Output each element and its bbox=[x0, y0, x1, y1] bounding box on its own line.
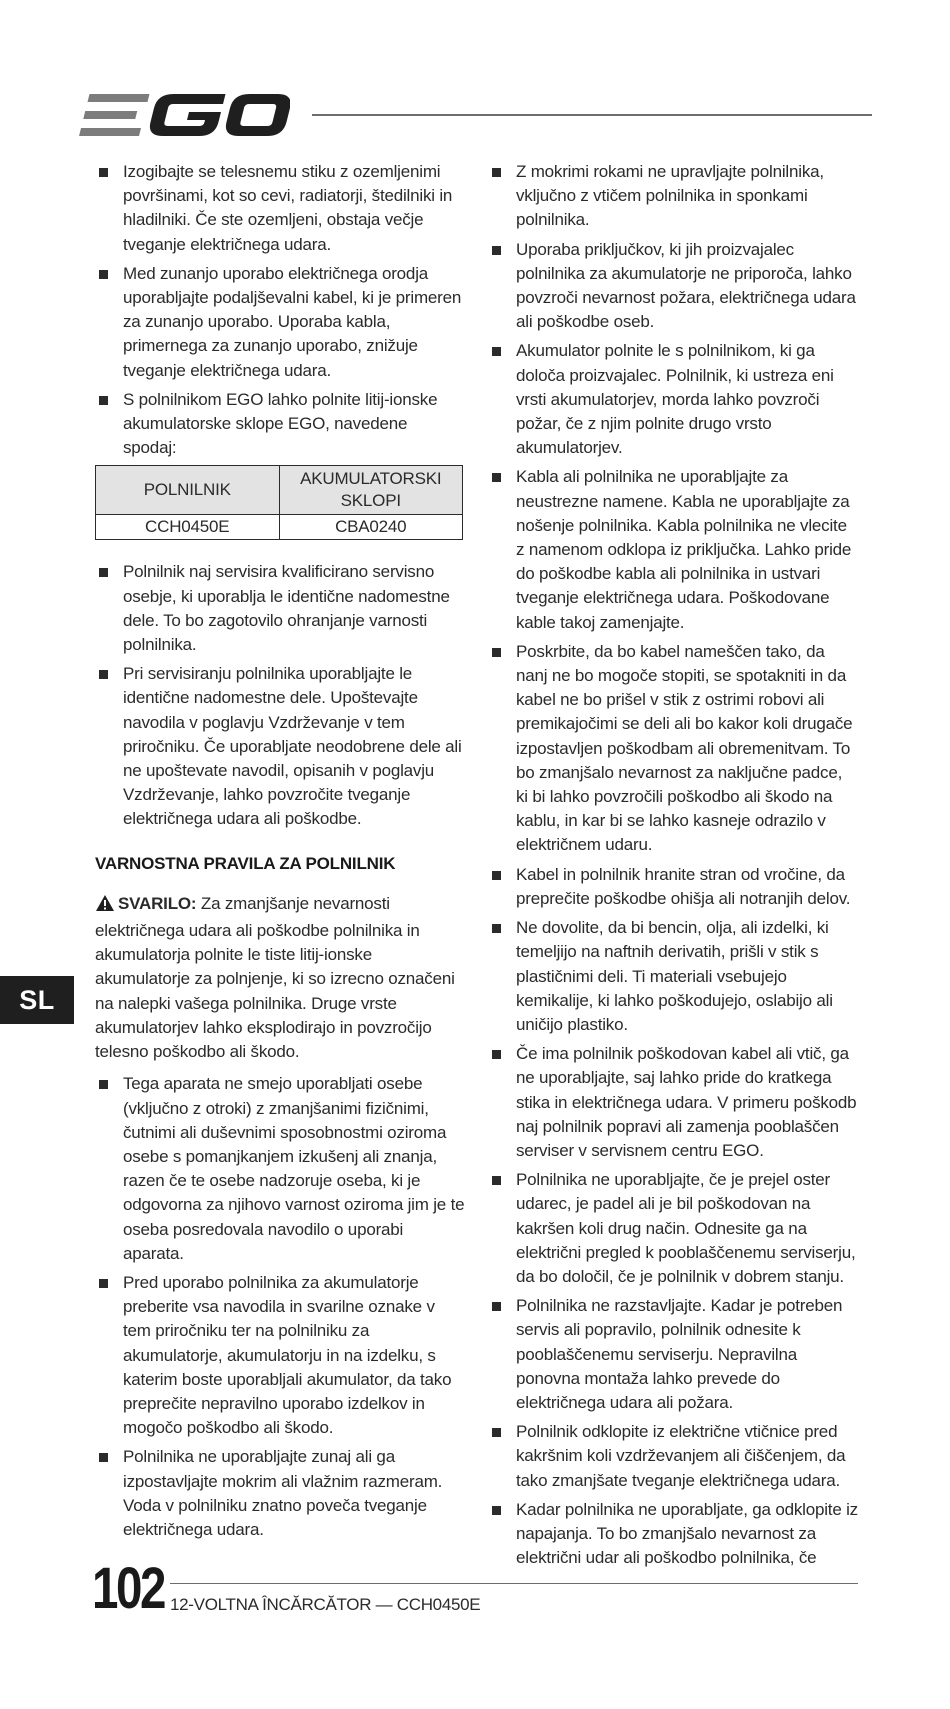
list-item: Poskrbite, da bo kabel nameščen tako, da nanj ne bo mogoče stopiti, se spotakniti in da kabel ne bo prišel v stik z ostrimi robovi ali premikajočimi se deli ali bo kakor koli drugače izpostavljen poškodbam ali obremenitvam. To bo zmanjšalo nevarnost za naključne padce, ki bi lahko povzročili poškodbo ali škodo na kablu, in kar bi se lahko kasneje odrazilo v električnem udaru. bbox=[488, 640, 858, 858]
right-bullets bbox=[488, 160, 858, 1570]
table-cell-charger: CCH0450E bbox=[96, 515, 280, 540]
table-header-charger: POLNILNIK bbox=[96, 466, 280, 515]
table-header-row bbox=[96, 466, 463, 515]
footer-rule bbox=[170, 1583, 858, 1584]
list-item: Polnilnik naj servisira kvalificirano servisno osebje, ki uporablja le identične nadomestne dele. To bo zagotovilo ohranjanje varnosti polnilnika. bbox=[95, 560, 465, 657]
list-item: Kabla ali polnilnika ne uporabljajte za neustrezne namene. Kabla ne uporabljajte za nošenje polnilnika. Kabla polnilnika ne vlecite z namenom odklopa iz priključka. Lahko pride do poškodbe kabla ali polnilnika in ustvari tveganje električnega udara. Poškodovane kable takoj zamenjajte. bbox=[488, 465, 858, 634]
list-item: Polnilnika ne uporabljajte zunaj ali ga izpostavljajte mokrim ali vlažnim razmeram. Voda v polnilniku znatno poveča tveganje električnega udara. bbox=[95, 1445, 465, 1542]
left-bullets-bottom bbox=[95, 1072, 465, 1542]
list-item: Pred uporabo polnilnika za akumulatorje preberite vsa navodila in svarilne oznake v tem priročniku ter na polnilniku za akumulatorje, akumulatorju in na izdelku, s katerim boste uporabljali akumulator, da tako preprečite nepravilno uporabo izdelkov in mogočo poškodbo ali škodo. bbox=[95, 1271, 465, 1440]
left-bullets-mid bbox=[95, 560, 465, 831]
header-rule bbox=[312, 114, 872, 116]
left-column bbox=[95, 160, 465, 1547]
list-item: Polnilnika ne razstavljajte. Kadar je potreben servis ali popravilo, polnilnik odnesite k pooblaščenemu serviserju. Nepravilna ponovna montaža lahko prevede do električnega udara ali požara. bbox=[488, 1294, 858, 1415]
ego-logo bbox=[76, 92, 290, 140]
list-item: Polnilnika ne uporabljajte, če je prejel oster udarec, je padel ali je bil poškodovan na kakršen koli drug način. Odnesite ga na električni pregled k pooblaščenemu serviserju, da bo določil, če je polnilnik v dobrem stanju. bbox=[488, 1168, 858, 1289]
list-item: Kabel in polnilnik hranite stran od vročine, da preprečite poškodbe ohišja ali notranjih delov. bbox=[488, 863, 858, 911]
table-cell-battery: CBA0240 bbox=[279, 515, 463, 540]
list-item: Pri servisiranju polnilnika uporabljajte le identične nadomestne dele. Upoštevajte navodila v poglavju Vzdrževanje v tem priročniku. Če uporabljate neodobrene dele ali ne upoštevate navodil, opisanih v poglavju Vzdrževanje, lahko povzročite tveganje električnega udara ali poškodbe. bbox=[95, 662, 465, 831]
warning-block bbox=[95, 892, 465, 1064]
list-item: Izogibajte se telesnemu stiku z ozemljenimi površinami, kot so cevi, radiatorji, štedilniki in hladilniki. Če ste ozemljeni, obstaja večje tveganje električnega udara. bbox=[95, 160, 465, 257]
footer-title: 12-VOLTNA ÎNCĂRCĂTOR — CCH0450E bbox=[170, 1595, 481, 1614]
list-item: Med zunanjo uporabo električnega orodja uporabljajte podaljševalni kabel, ki je primeren za zunanjo uporabo. Uporaba kabla, primernega za zunanjo uporabo, znižuje tveganje električnega udara. bbox=[95, 262, 465, 383]
warning-triangle-icon bbox=[95, 894, 115, 919]
left-bullets-top bbox=[95, 160, 465, 460]
language-tab: SL bbox=[0, 976, 74, 1024]
list-item: Če ima polnilnik poškodovan kabel ali vtič, ga ne uporabljajte, saj lahko pride do kratkega stika in električnega udara. V primeru poškodb naj polnilnik popravi ali zamenja pooblaščen serviser v servisnem centru EGO. bbox=[488, 1042, 858, 1163]
list-item: Ne dovolite, da bi bencin, olja, ali izdelki, ki temeljijo na naftnih derivatih, prišli v stik s plastičnimi deli. Ti materiali vsebujejo kemikalije, ki lahko poškodujejo, oslabijo ali uničijo plastiko. bbox=[488, 916, 858, 1037]
list-item: Z mokrimi rokami ne upravljajte polnilnika, vključno z vtičem polnilnika in sponkami polnilnika. bbox=[488, 160, 858, 233]
warning-text: Za zmanjšanje nevarnosti električnega udara ali poškodbe polnilnika in akumulatorja polnite le tiste litij-ionske akumulatorje za polnjenje, ki so izrecno označeni na nalepki vašega polnilnika. Druge vrste akumulatorjev lahko eksplodirajo in povzročijo telesno poškodbo ali škodo. bbox=[95, 893, 455, 1062]
list-item: Akumulator polnite le s polnilnikom, ki ga določa proizvajalec. Polnilnik, ki ustreza eni vrsti akumulatorjev, morda lahko povzroči požar, če z njim polnite drugo vrsto akumulatorjev. bbox=[488, 339, 858, 460]
section-heading: VARNOSTNA PRAVILA ZA POLNILNIK bbox=[95, 853, 396, 873]
charger-battery-table bbox=[95, 465, 463, 540]
list-item: Kadar polnilnika ne uporabljate, ga odklopite iz napajanja. To bo zmanjšalo nevarnost za električni udar ali poškodbo polnilnika, če bbox=[488, 1498, 858, 1571]
table-header-battery-packs: AKUMULATORSKI SKLOPI bbox=[279, 466, 463, 515]
page-number: 102 bbox=[92, 1556, 164, 1621]
list-item: Uporaba priključkov, ki jih proizvajalec polnilnika za akumulatorje ne priporoča, lahko povzroči nevarnost požara, električnega udara ali poškodbe oseb. bbox=[488, 238, 858, 335]
warning-label: SVARILO: bbox=[118, 893, 197, 913]
right-column bbox=[488, 160, 858, 1575]
table-row bbox=[96, 515, 463, 540]
list-item: Tega aparata ne smejo uporabljati osebe (vključno z otroki) z zmanjšanimi fizičnimi, čutnimi ali duševnimi sposobnostmi oziroma osebe s pomanjkanjem izkušenj ali znanja, razen če te osebe nadzoruje oseba, ki je odgovorna za njihovo varnost oziroma jim je te oseba posredovala navodilo o uporabi aparata. bbox=[95, 1072, 465, 1266]
list-item: Polnilnik odklopite iz električne vtičnice pred kakršnim koli vzdrževanjem ali čiščenjem, da tako zmanjšate tveganje električnega udara. bbox=[488, 1420, 858, 1493]
list-item: S polnilnikom EGO lahko polnite litij-ionske akumulatorske sklope EGO, navedene spodaj: bbox=[95, 388, 465, 461]
